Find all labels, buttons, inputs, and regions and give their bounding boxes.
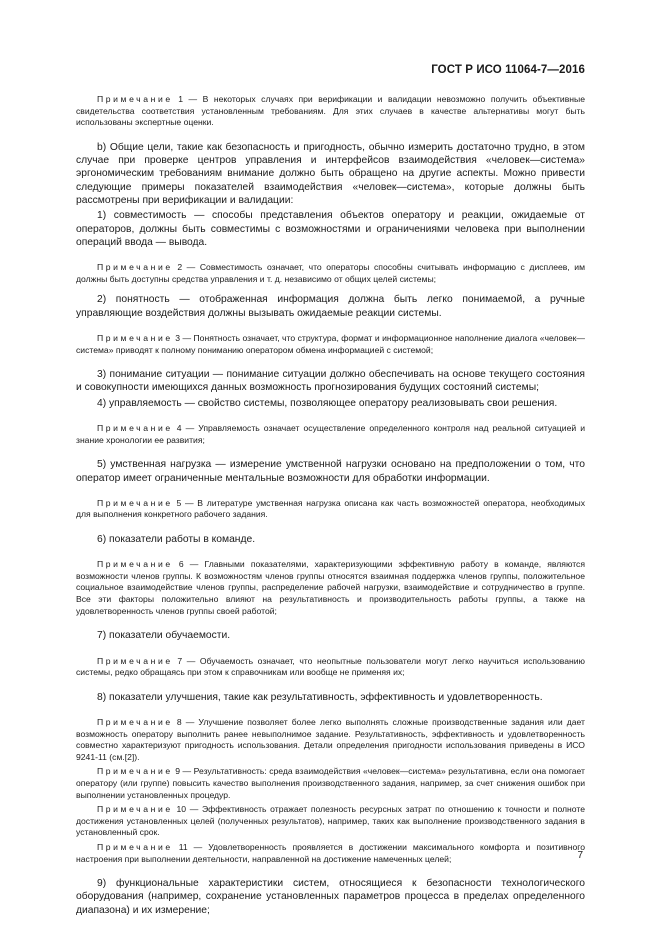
note-label: Примечание (97, 655, 173, 666)
item-7-learnability: 7) показатели обучаемости. (97, 630, 231, 642)
note-text: 3 — Понятность означает, что структура, формат и информационное наполнение диалога «человек—система» приводят к полному пониманию оператором обмена информацией с системой; (76, 332, 585, 355)
note-label: Примечание (97, 262, 173, 273)
item-9-functional-characteristics: 9) функциональные характеристики систем, относящиеся к безопасности технологического оборудования (например, сохранение установленных параметров процесса в пределах определенного диапазона) и их измерение; (76, 878, 585, 916)
document-header: ГОСТ Р ИСО 11064-7—2016 (431, 64, 585, 76)
item-3-situation-awareness: 3) понимание ситуации — понимание ситуации должно обеспечивать на основе текущего состояния и совокупности имеющихся данных возможность прогнозирования будущих состояний системы; (76, 369, 585, 394)
note-10 (76, 804, 585, 839)
note-text: 4 — Управляемость означает осуществление определенного контроля над реальной ситуацией и знание хронологии ее развития; (76, 423, 585, 445)
item-4-controllability: 4) управляемость — свойство системы, позволяющее оператору реализовывать свои решения. (97, 397, 558, 409)
note-label: Примечание (97, 717, 173, 728)
document-body (76, 94, 585, 925)
item-5-mental-workload: 5) умственная нагрузка — измерение умственной нагрузки основано на предположении о том, что оператор имеет ограниченные ментальные возможности для обработки информации. (76, 459, 585, 484)
note-label: Примечание (97, 423, 173, 434)
note-1 (76, 94, 585, 129)
note-4 (76, 423, 585, 446)
note-label: Примечание (97, 497, 173, 508)
note-text: 6 — Главными показателями, характеризующими эффективную работу в команде, являются возможности членов группы. К возможностям членов группы относятся взаимная поддержка членов группы, положительное социальное взаимодействие членов группы, распределение рабочей нагрузки, взаимодействие и сотрудничество в группе. Все эти факторы положительно влияют на результативность и производительность работы группы, а также на удовлетворенность членов группы своей работой; (76, 559, 585, 616)
note-text: 8 — Улучшение позволяет более легко выполнять сложные производственные задания или дает возможность оператору выполнить ранее невыполнимое задание. Результативность, эффективность и удовлетворенность совместно характеризуют пригодность использования. Детали определения пригодности использования приведены в ИСО 9241-11 (см.[2]). (76, 717, 585, 762)
note-label: Примечание (97, 332, 173, 343)
note-11 (76, 842, 585, 865)
note-label: Примечание (97, 94, 173, 104)
note-text: 11 — Удовлетворенность проявляется в достижении максимального комфорта и позитивного настроения при выполнении деятельности, направленной на достижение намеченных целей; (76, 841, 585, 864)
note-3 (76, 333, 585, 356)
note-2 (76, 262, 585, 285)
paragraph-b: b) Общие цели, такие как безопасность и пригодность, обычно измерить достаточно трудно, в этом случае при проверке центров управления и интерфейсов взаимодействия «человек—система» эргономическим требованиям внимание должно быть обращено на другие аспекты. Можно привести следующие примеры показателей взаимодействия «человек—система», которые должны быть рассмотрены при верификации и валидации: (76, 141, 585, 206)
item-2-clarity: 2) понятность — отображенная информация должна быть легко понимаемой, а ручные управляющие воздействия должны вызывать ожидаемые реакции системы. (76, 294, 585, 319)
page-number: 7 (577, 850, 583, 861)
note-text: 1 — В некоторых случаях при верификации и валидации невозможно получить объективные свидетельства соответствия установленным требованиям. Для этих случаев в качестве альтернативы могут быть использованы экспертные оценки. (76, 94, 585, 128)
note-text: 2 — Совместимость означает, что операторы способны считывать информацию с дисплеев, им должны быть доступны средства управления и т. д. независимо от общих целей системы; (76, 262, 585, 284)
note-7 (76, 656, 585, 679)
note-text: 10 — Эффективность отражает полезность ресурсных затрат по отношению к точности и полноте достижения установленных целей (полученных результатов), например, таких как выполнение производственного задания в установленный срок. (76, 804, 585, 838)
note-5 (76, 498, 585, 521)
note-text: 5 — В литературе умственная нагрузка описана как часть возможностей оператора, необходимых для выполнения конкретного рабочего задания. (76, 497, 585, 520)
note-label: Примечание (97, 841, 173, 852)
note-label: Примечание (97, 559, 173, 570)
note-label: Примечание (97, 804, 173, 815)
note-6 (76, 559, 585, 617)
note-text: 7 — Обучаемость означает, что неопытные пользователи могут легко научиться использованию системы, редко обращаясь при этом к справочникам или вообще не применяя их; (76, 655, 585, 678)
item-8-improvement: 8) показатели улучшения, такие как результативность, эффективность и удовлетворенность. (97, 691, 543, 703)
note-8 (76, 717, 585, 763)
note-text: 9 — Результативность: среда взаимодействия «человек—система» результативна, если она помогает оператору (или группе) повысить качество выполнения производственного задания, например, за счет снижения ошибок при выполнении установленных процедур. (76, 766, 585, 800)
note-9 (76, 766, 585, 801)
item-1-compatibility: 1) совместимость — способы представления объектов оператору и реакции, ожидаемые от операторов, должны быть совместимы с возможностями и ограничениями человека при выполнении операций ввода — вывода. (76, 210, 585, 248)
note-label: Примечание (97, 766, 173, 777)
item-6-teamwork: 6) показатели работы в команде. (97, 533, 256, 545)
